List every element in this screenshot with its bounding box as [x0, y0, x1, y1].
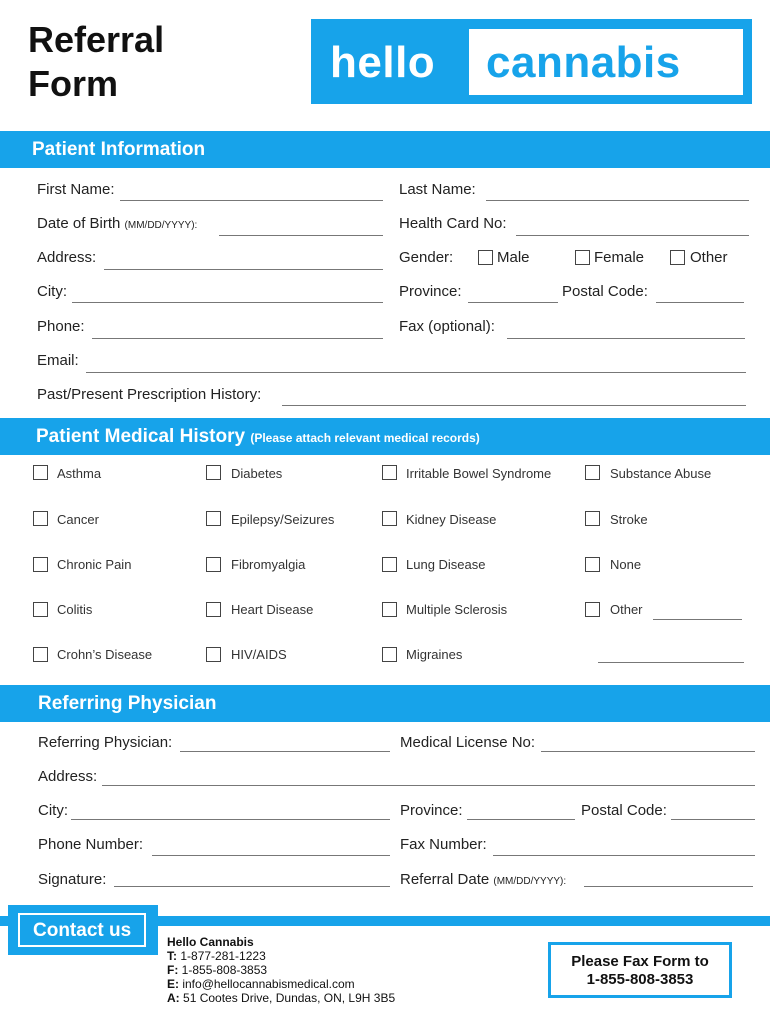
email-value[interactable]: info@hellocannabismedical.com: [182, 977, 355, 991]
referral-date-text: Referral Date: [400, 871, 490, 888]
dob-format-text: (MM/DD/YYYY):: [124, 220, 198, 231]
health-card-field[interactable]: [516, 235, 749, 236]
condition-checkbox[interactable]: [585, 465, 600, 480]
condition-label: Fibromyalgia: [231, 557, 306, 572]
condition-label: Other: [610, 602, 643, 617]
physician-province-field[interactable]: [467, 819, 575, 820]
additional-condition-field[interactable]: [598, 662, 744, 663]
condition-label: Colitis: [57, 602, 93, 617]
contact-address: [167, 991, 395, 1005]
other-condition-field[interactable]: [653, 619, 742, 620]
gender-label: Gender:: [399, 249, 454, 266]
condition-label: Lung Disease: [406, 557, 486, 572]
condition-checkbox[interactable]: [206, 602, 221, 617]
condition-label: HIV/AIDS: [231, 647, 287, 662]
page-title: [28, 18, 164, 106]
physician-phone-label: Phone Number:: [38, 836, 144, 853]
condition-label: Epilepsy/Seizures: [231, 512, 335, 527]
address-label: Address:: [37, 249, 97, 266]
condition-checkbox[interactable]: [33, 602, 48, 617]
gender-other-label: Other: [690, 249, 728, 266]
referring-physician-field[interactable]: [180, 751, 390, 752]
postal-code-field[interactable]: [656, 302, 744, 303]
fax-notice-number: 1-855-808-3853: [586, 971, 694, 988]
condition-label: Cancer: [57, 512, 99, 527]
medical-history-subtitle: (Please attach relevant medical records): [250, 431, 480, 445]
prescription-history-field[interactable]: [282, 405, 746, 406]
company-name: Hello Cannabis: [167, 935, 254, 949]
logo-hello-text: hello: [330, 38, 436, 87]
condition-label: Heart Disease: [231, 602, 314, 617]
email-prefix: E:: [167, 977, 179, 991]
phone-value: 1-877-281-1223: [180, 949, 266, 963]
condition-label: Multiple Sclerosis: [406, 602, 508, 617]
condition-label: None: [610, 557, 642, 572]
physician-city-label: City:: [38, 802, 68, 819]
first-name-field[interactable]: [120, 200, 383, 201]
physician-phone-field[interactable]: [152, 855, 390, 856]
health-card-label: Health Card No:: [399, 215, 507, 232]
province-label: Province:: [399, 283, 462, 300]
postal-code-label: Postal Code:: [562, 283, 648, 300]
signature-field[interactable]: [114, 886, 390, 887]
license-label: Medical License No:: [400, 734, 536, 751]
email-field[interactable]: [86, 372, 746, 373]
physician-postal-field[interactable]: [671, 819, 755, 820]
gender-female-checkbox[interactable]: [575, 250, 590, 265]
first-name-label: First Name:: [37, 181, 115, 198]
physician-postal-label: Postal Code:: [581, 802, 667, 819]
condition-label: Stroke: [610, 512, 648, 527]
condition-checkbox[interactable]: [382, 602, 397, 617]
condition-checkbox[interactable]: [33, 465, 48, 480]
fax-value: 1-855-808-3853: [181, 963, 268, 977]
logo-cannabis-text: cannabis: [486, 38, 681, 87]
email-label: Email:: [37, 352, 79, 369]
dob-field[interactable]: [219, 235, 383, 236]
condition-checkbox[interactable]: [585, 557, 600, 572]
physician-city-field[interactable]: [71, 819, 390, 820]
gender-other-checkbox[interactable]: [670, 250, 685, 265]
condition-checkbox[interactable]: [382, 647, 397, 662]
fax-label: Fax (optional):: [399, 318, 495, 335]
last-name-label: Last Name:: [399, 181, 476, 198]
referral-date-format: (MM/DD/YYYY):: [493, 876, 567, 887]
condition-checkbox[interactable]: [206, 647, 221, 662]
title-line-1: Referral: [28, 19, 165, 60]
contact-email: [167, 977, 395, 991]
last-name-field[interactable]: [486, 200, 749, 201]
address-value: 51 Cootes Drive, Dundas, ON, L9H 3B5: [183, 991, 396, 1005]
fax-field[interactable]: [507, 338, 745, 339]
condition-checkbox[interactable]: [206, 465, 221, 480]
contact-us-heading: Contact us: [33, 920, 132, 941]
contact-fax: [167, 963, 395, 977]
condition-checkbox[interactable]: [206, 511, 221, 526]
gender-male-label: Male: [497, 249, 530, 266]
physician-heading: Referring Physician: [38, 693, 217, 714]
title-line-2: Form: [28, 63, 118, 104]
condition-checkbox[interactable]: [382, 511, 397, 526]
prescription-history-label: Past/Present Prescription History:: [37, 386, 262, 403]
condition-label: Asthma: [57, 466, 102, 481]
condition-checkbox[interactable]: [382, 465, 397, 480]
gender-male-checkbox[interactable]: [478, 250, 493, 265]
phone-prefix: T:: [167, 949, 177, 963]
fax-notice-line1: Please Fax Form to: [571, 953, 709, 970]
phone-field[interactable]: [92, 338, 383, 339]
condition-label: Substance Abuse: [610, 466, 712, 481]
condition-checkbox[interactable]: [585, 511, 600, 526]
fax-prefix: F:: [167, 963, 179, 977]
medical-history-heading: [36, 426, 480, 448]
condition-checkbox[interactable]: [33, 647, 48, 662]
condition-checkbox[interactable]: [33, 511, 48, 526]
contact-phone: [167, 949, 395, 963]
physician-fax-field[interactable]: [493, 855, 755, 856]
contact-details: [167, 935, 395, 1005]
gender-female-label: Female: [594, 249, 645, 266]
address-prefix: A:: [167, 991, 180, 1005]
city-label: City:: [37, 283, 67, 300]
physician-address-field[interactable]: [102, 785, 755, 786]
dob-label-text: Date of Birth: [37, 215, 121, 232]
condition-label: Chronic Pain: [57, 557, 132, 572]
license-field[interactable]: [541, 751, 755, 752]
physician-fax-label: Fax Number:: [400, 836, 487, 853]
physician-province-label: Province:: [400, 802, 463, 819]
referring-physician-label: Referring Physician:: [38, 734, 173, 751]
province-field[interactable]: [468, 302, 558, 303]
address-field[interactable]: [104, 269, 383, 270]
condition-checkbox[interactable]: [382, 557, 397, 572]
condition-label: Migraines: [406, 647, 463, 662]
patient-info-heading: Patient Information: [32, 139, 206, 160]
medical-history-title: Patient Medical History: [36, 426, 246, 447]
condition-label: Irritable Bowel Syndrome: [406, 466, 552, 481]
condition-label: Kidney Disease: [406, 512, 497, 527]
dob-label: [37, 215, 197, 235]
condition-label: Crohn’s Disease: [57, 647, 153, 662]
signature-label: Signature:: [38, 871, 107, 888]
phone-label: Phone:: [37, 318, 85, 335]
condition-label: Diabetes: [231, 466, 283, 481]
referral-date-field[interactable]: [584, 886, 753, 887]
condition-checkbox[interactable]: [33, 557, 48, 572]
condition-checkbox[interactable]: [585, 602, 600, 617]
city-field[interactable]: [72, 302, 383, 303]
physician-address-label: Address:: [38, 768, 98, 785]
condition-checkbox[interactable]: [206, 557, 221, 572]
referral-date-label: [400, 871, 566, 891]
fax-notice: [548, 953, 732, 989]
